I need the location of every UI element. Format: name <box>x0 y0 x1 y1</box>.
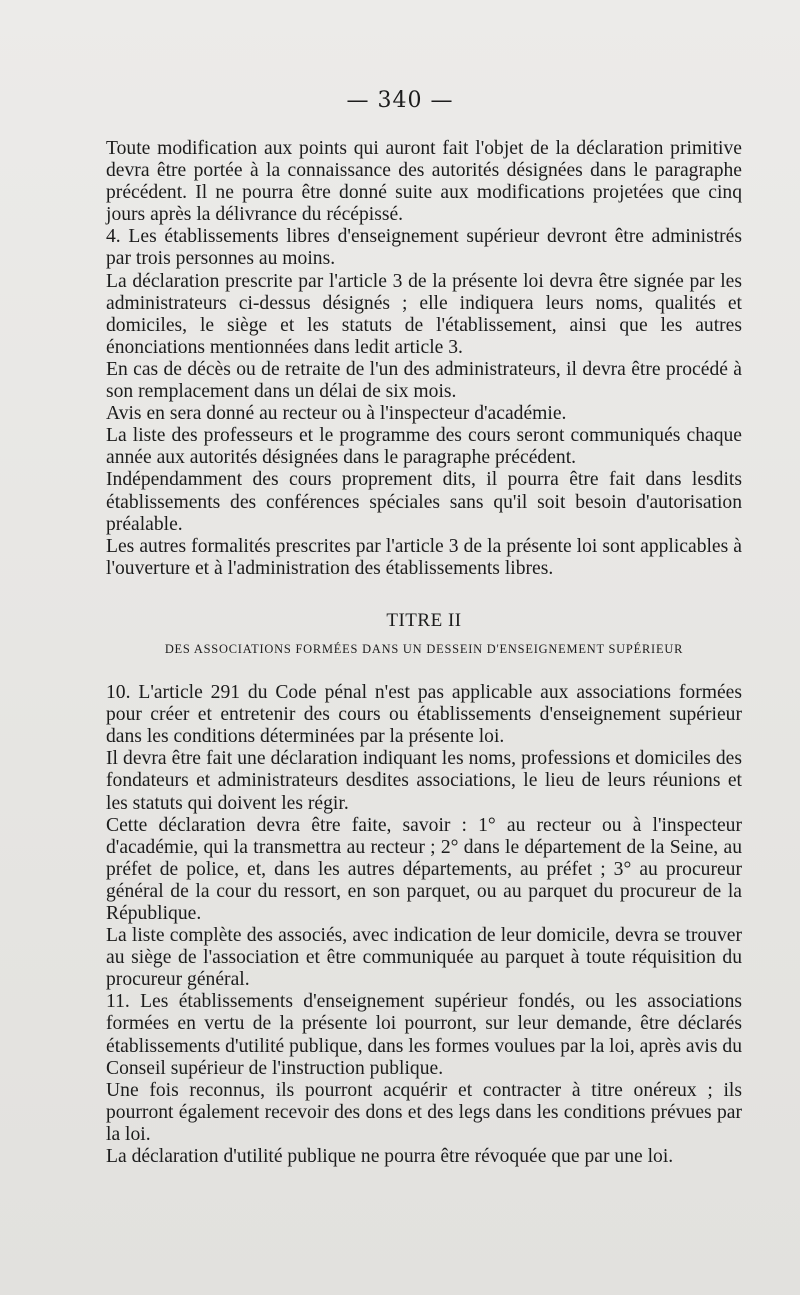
paragraph: 11. Les établissements d'enseignement supérieur fondés, ou les associations formées en vertu de la présente loi pourront, sur leur demande, être déclarés établissements d'utilité publique, dans les formes voulues par la loi, après avis du Conseil supérieur de l'instruction publique. <box>106 991 742 1079</box>
body-text <box>106 138 742 1168</box>
paragraph: Toute modification aux points qui auront fait l'objet de la déclaration primitive devra être portée à la connaissance des autorités désignées dans le paragraphe précédent. Il ne pourra être donné suite aux modifications projetées que cinq jours après la délivrance du récépissé. <box>106 138 742 226</box>
paragraph: Les autres formalités prescrites par l'article 3 de la présente loi sont applicables à l'ouverture et à l'administration des établissements libres. <box>106 535 742 579</box>
paragraph: Indépendamment des cours proprement dits, il pourra être fait dans lesdits établissements des conférences spéciales sans qu'il soit besoin d'autorisation préalable. <box>106 469 742 535</box>
section-subtitle: DES ASSOCIATIONS FORMÉES DANS UN DESSEIN D'ENSEIGNEMENT SUPÉRIEUR <box>164 641 684 656</box>
paragraph: La déclaration prescrite par l'article 3 de la présente loi devra être signée par les administrateurs ci-dessus désignés ; elle indiquera leurs noms, qualités et domiciles, le siège et les statuts de l'établissement, ainsi que les autres énonciations mentionnées dans ledit article 3. <box>106 270 742 358</box>
paragraph: La liste complète des associés, avec indication de leur domicile, devra se trouver au siège de l'association et être communiquée au parquet à toute réquisition du procureur général. <box>106 925 742 991</box>
paragraph: Il devra être fait une déclaration indiquant les noms, professions et domiciles des fondateurs et administrateurs desdites associations, le lieu de leurs réunions et les statuts qui doivent les régir. <box>106 748 742 814</box>
paragraph: 10. L'article 291 du Code pénal n'est pas applicable aux associations formées pour créer et entretenir des cours ou établissements d'enseignement supérieur dans les conditions déterminées par la présente loi. <box>106 682 742 748</box>
paragraph: 4. Les établissements libres d'enseignement supérieur devront être administrés par trois personnes au moins. <box>106 226 742 270</box>
paragraph: Avis en sera donné au recteur ou à l'inspecteur d'académie. <box>106 403 567 425</box>
paragraph: La liste des professeurs et le programme des cours seront communiqués chaque année aux autorités désignées dans le paragraphe précédent. <box>106 425 742 469</box>
paragraph: En cas de décès ou de retraite de l'un des administrateurs, il devra être procédé à son remplacement dans un délai de six mois. <box>106 358 742 403</box>
paragraph: Une fois reconnus, ils pourront acquérir et contracter à titre onéreux ; ils pourront également recevoir des dons et des legs dans les conditions prévues par la loi. <box>106 1079 742 1145</box>
paragraph: Cette déclaration devra être faite, savoir : 1° au recteur ou à l'inspecteur d'académie, qui la transmettra au recteur ; 2° dans le département de la Seine, au préfet de police, et, dans les autres départements, au préfet ; 3° au procureur général de la cour du ressort, en son parquet, ou au parquet du procureur de la République. <box>106 814 742 924</box>
paragraph: La déclaration d'utilité publique ne pourra être révoquée que par une loi. <box>106 1146 674 1168</box>
page-number: — 340 — <box>346 88 454 113</box>
section-title: TITRE II <box>386 609 462 631</box>
